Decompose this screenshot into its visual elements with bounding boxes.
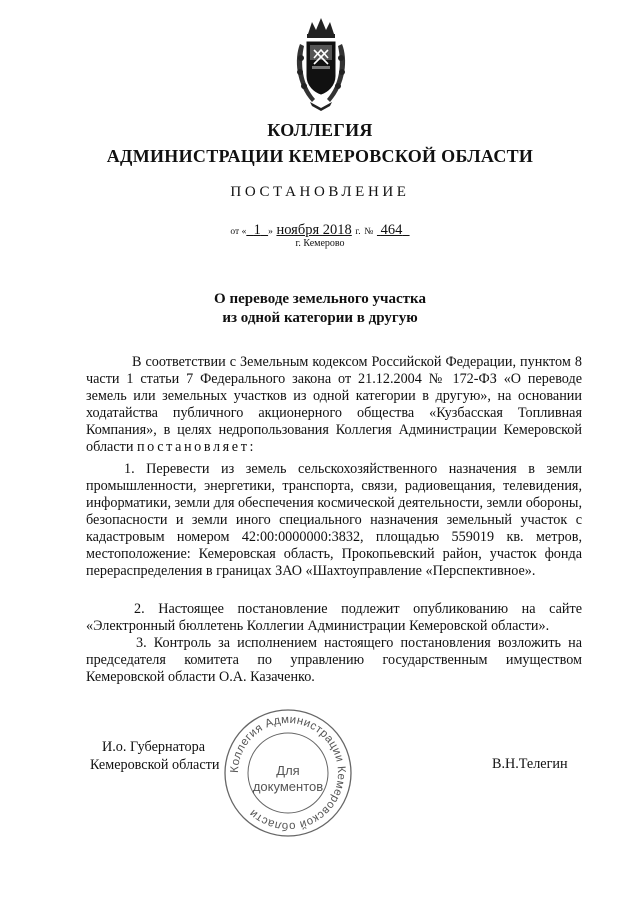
document-date-line [0,222,640,239]
body-item-1: 1. Перевести из земель сельскохозяйственного назначения в земли промышленности, энергетики, транспорта, связи, радиовещания, телевидения, информатики, земли для обеспечения космической деятельности, земли обороны, безопасности и земли иного специального назначения земельный участок с кадастровым номером 42:00:0000000:3832, площадью 559019 кв. метров, местоположение: Кемеровская область, Прокопьевский район, участок фонда перераспределения в границах ЗАО «Шахтоуправление «Перспективное». [86,461,582,579]
coat-of-arms-emblem [294,14,348,114]
stamp-center-line1: Для [276,763,300,778]
date-year-abbr: г. [355,227,361,237]
stamp-center-line2: документов [252,779,324,794]
document-number: 464 [380,222,403,238]
body-paragraph-1: В соответствии с Земельным кодексом Российской Федерации, пунктом 8 части 1 статьи 7 Федерального закона от 21.12.2004 № 172-ФЗ «О переводе земель или земельных участков из одной категории в другую», на основании ходатайства публичного акционерного общества «Кузбасская Топливная Компания», в целях недропользования Коллегия Администрации Кемеровской области постановляет: [86,354,582,455]
date-month-year: ноября 2018 [276,222,352,238]
signer-position [90,738,219,774]
date-prefix: от « [230,227,247,237]
signer-name: В.Н.Телегин [492,756,568,772]
number-sign: № [364,227,374,237]
document-type: ПОСТАНОВЛЕНИЕ [230,184,410,200]
subject-line2: из одной категории в другую [222,310,418,326]
body-item-3: 3. Контроль за исполнением настоящего постановления возложить на председателя комитета по управлению государственным имуществом Кемеровской области О.А. Казаченко. [86,635,582,685]
official-stamp [222,707,354,839]
decree-word: постановляет: [136,439,257,455]
org-title-line2: АДМИНИСТРАЦИИ КЕМЕРОВСКОЙ ОБЛАСТИ [106,146,534,166]
date-day: 1 [253,222,261,238]
subject-line1: О переводе земельного участка [214,291,426,307]
stamp-ring-text: Коллегия Администрации Кемеровской области [228,713,348,833]
body-item-2: 2. Настоящее постановление подлежит опубликованию на сайте «Электронный бюллетень Коллегии Администрации Кемеровской области». [86,601,582,634]
signer-position-line2: Кемеровской области [90,757,220,773]
date-close: » [268,227,273,237]
org-title-line1: КОЛЛЕГИЯ [267,120,373,140]
document-city: г. Кемерово [295,238,345,249]
signer-position-line1: И.о. Губернатора [102,739,205,755]
